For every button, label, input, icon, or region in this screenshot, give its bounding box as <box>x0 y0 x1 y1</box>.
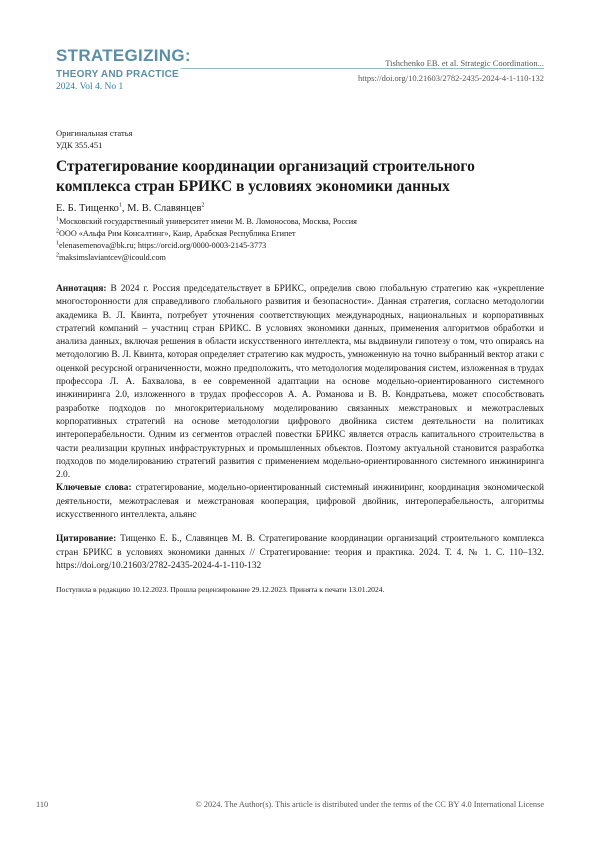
author-list <box>56 203 544 214</box>
citation-label: Цитирование: <box>56 534 117 545</box>
affiliation-mark: 2 <box>56 252 59 259</box>
contact-author-1 <box>56 240 544 252</box>
header-divider <box>181 68 544 69</box>
citation <box>56 533 544 573</box>
abstract <box>56 283 544 482</box>
header-doi-link[interactable]: https://doi.org/10.21603/2782-2435-2024-4-1-110-132 <box>357 73 544 83</box>
keywords-label: Ключевые слова: <box>56 483 132 494</box>
author-1: Е. Б. Тищенко <box>56 203 119 214</box>
citation-text: Тищенко Е. Б., Славянцев М. В. Стратегирование координации организаций строительного комплекса стран БРИКС в условиях экономики данных // Стратегирование: теория и практика. 2024. Т. 4. № 1. С. 110–132. https://doi.org/10.21603/2782-2435-2024-4-1-110-132 <box>56 534 544 571</box>
publication-dates: Поступила в редакцию 10.12.2023. Прошла рецензирование 29.12.2023. Принята к печати 13.01.2024. <box>56 585 385 595</box>
logo-subtitle: THEORY AND PRACTICE <box>56 69 179 80</box>
contact-author-2 <box>56 252 544 264</box>
article-front-matter <box>56 127 544 595</box>
running-head: Tishchenko EB. et al. Strategic Coordination... <box>385 58 544 68</box>
affiliation-1 <box>56 216 544 228</box>
author-2-affiliation-mark: 2 <box>201 202 205 209</box>
udc-code: УДК 355.451 <box>56 140 103 150</box>
logo-title: STRATEGIZING: <box>56 46 191 65</box>
license-notice: © 2024. The Author(s). This article is distributed under the terms of the CC BY 4.0 International License <box>195 800 544 809</box>
issue-info: 2024. Vol 4. No 1 <box>56 82 124 92</box>
affiliation-mark: 1 <box>56 216 59 223</box>
contact-text[interactable]: elenasemenova@bk.ru; https://orcid.org/0000-0003-2145-3773 <box>59 241 267 250</box>
author-2: М. В. Славянцев <box>127 203 202 214</box>
abstract-label: Аннотация: <box>56 284 107 294</box>
author-1-affiliation-mark: 1 <box>118 202 122 209</box>
author-separator: , <box>121 203 128 214</box>
keywords-text: стратегирование, модельно-ориентированный системный инжиниринг, координация экономической деятельности, межотраслевая и межстрановая кооперация, цифровой двойник, интероперабельность, алгоритмы искусственного интеллекта, альянс <box>56 483 544 521</box>
article-type: Оригинальная статья <box>56 128 133 138</box>
journal-logo <box>56 46 191 92</box>
page-number: 110 <box>36 800 49 809</box>
affiliation-mark: 2 <box>56 228 59 235</box>
article-title: Стратегирование координации организаций строительного комплекса стран БРИКС в условиях экономики данных <box>56 158 475 195</box>
keywords <box>56 482 544 522</box>
affiliation-2 <box>56 228 544 240</box>
affiliation-text: ООО «Альфа Рим Консалтинг», Каир, Арабская Республика Египет <box>59 229 296 238</box>
affiliation-text: Московский государственный университет имени М. В. Ломоносова, Москва, Россия <box>59 217 357 226</box>
affiliation-mark: 1 <box>56 240 59 247</box>
contact-email[interactable]: maksimslaviantcev@icould.com <box>59 253 166 262</box>
abstract-text: В 2024 г. Россия председательствует в БРИКС, определив свою глобальную стратегию как «укрепление многосторонности для справедливого глобального развития и безопасности». Данная стратегия, согласно методологии академика В. Л. Квинта, потребует уточнения соответствующих международных, национальных и корпоративных стратегий компаний – участниц стран БРИКС. В условиях экономики данных, применения алгоритмов обработки и анализа данных, включая решения в области искусственного интеллекта, мы выдвинули гипотезу о том, что опираясь на методологию В. Л. Квинта, которая определяет стратегию как мудрость, умноженную на точно выбранный вектор атаки с оценкой ресурсной ограниченности, можно предположить, что методология моделирования систем, изложенная в трудах профессора Л. А. Бахвалова, в ее современной адаптации на основе модельно-ориентированного системного инжиниринга 2.0, изложенного в трудах профессоров А. А. Романова и В. В. Кондратьева, может способствовать разработке подходов по многокритериальному моделированию связанных межстрановых и межотраслевых корпоративных стратегий на основе методологии цифрового двойника систем деятельности на политиках интероперабельности. Одним из сегментов отраслей повестки БРИКС является отрасль капитального строительства в части реализации крупных инфраструктурных и промышленных объектов. Поэтому актуальной становится разработка подходов по моделированию стратегий развития с применением модельно-ориентированного системного инжиниринга 2.0. <box>56 284 544 481</box>
